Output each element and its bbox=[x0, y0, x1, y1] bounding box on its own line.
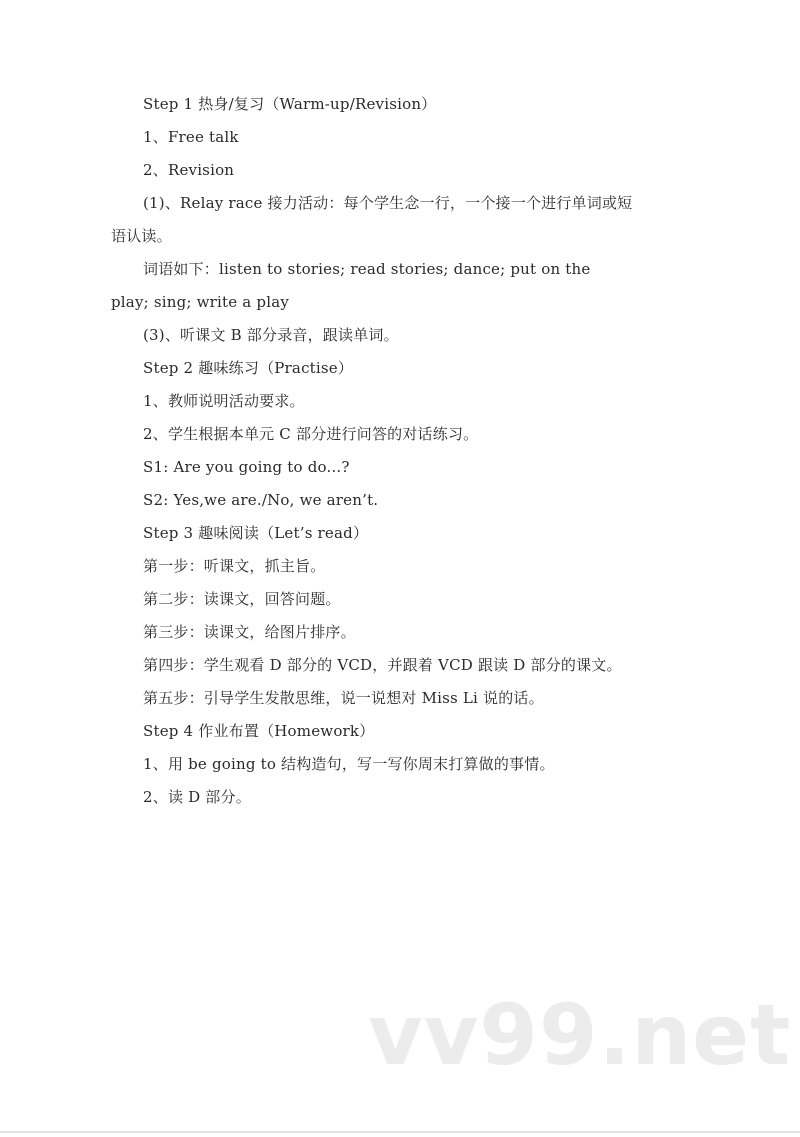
text-line: 2、Revision bbox=[143, 161, 235, 179]
text-line: 第三步：读课文，给图片排序。 bbox=[143, 623, 356, 641]
heading-step-1: Step 1 热身/复习（Warm-up/Revision） bbox=[143, 95, 437, 113]
text-line: 1、Free talk bbox=[143, 128, 239, 146]
heading-step-4: Step 4 作业布置（Homework） bbox=[143, 722, 375, 740]
text-line: 2、读 D 部分。 bbox=[143, 788, 251, 806]
text-line-continuation: play; sing; write a play bbox=[111, 293, 290, 311]
text-line: 1、用 be going to 结构造句，写一写你周末打算做的事情。 bbox=[143, 755, 555, 773]
text-line: 第五步：引导学生发散思维，说一说想对 Miss Li 说的话。 bbox=[143, 689, 544, 707]
text-line: 词语如下：listen to stories; read stories; dance; put on the bbox=[143, 260, 591, 278]
text-line: (1)、Relay race 接力活动：每个学生念一行，一个接一个进行单词或短 bbox=[143, 194, 633, 212]
text-line: 第二步：读课文，回答问题。 bbox=[143, 590, 341, 608]
dialog-line-s1: S1: Are you going to do...? bbox=[143, 458, 350, 476]
page-bottom-divider bbox=[0, 1131, 800, 1133]
text-line: 2、学生根据本单元 C 部分进行问答的对话练习。 bbox=[143, 425, 479, 443]
heading-step-2: Step 2 趣味练习（Practise） bbox=[143, 359, 354, 377]
dialog-line-s2: S2: Yes,we are./No, we aren’t. bbox=[143, 491, 379, 509]
text-line: 第四步：学生观看 D 部分的 VCD，并跟着 VCD 跟读 D 部分的课文。 bbox=[143, 656, 622, 674]
text-line: (3)、听课文 B 部分录音，跟读单词。 bbox=[143, 326, 399, 344]
heading-step-3: Step 3 趣味阅读（Let’s read） bbox=[143, 524, 369, 542]
text-line: 第一步：听课文，抓主旨。 bbox=[143, 557, 326, 575]
text-line-continuation: 语认读。 bbox=[111, 227, 172, 245]
watermark: vv99.net bbox=[368, 986, 792, 1084]
text-line: 1、教师说明活动要求。 bbox=[143, 392, 305, 410]
